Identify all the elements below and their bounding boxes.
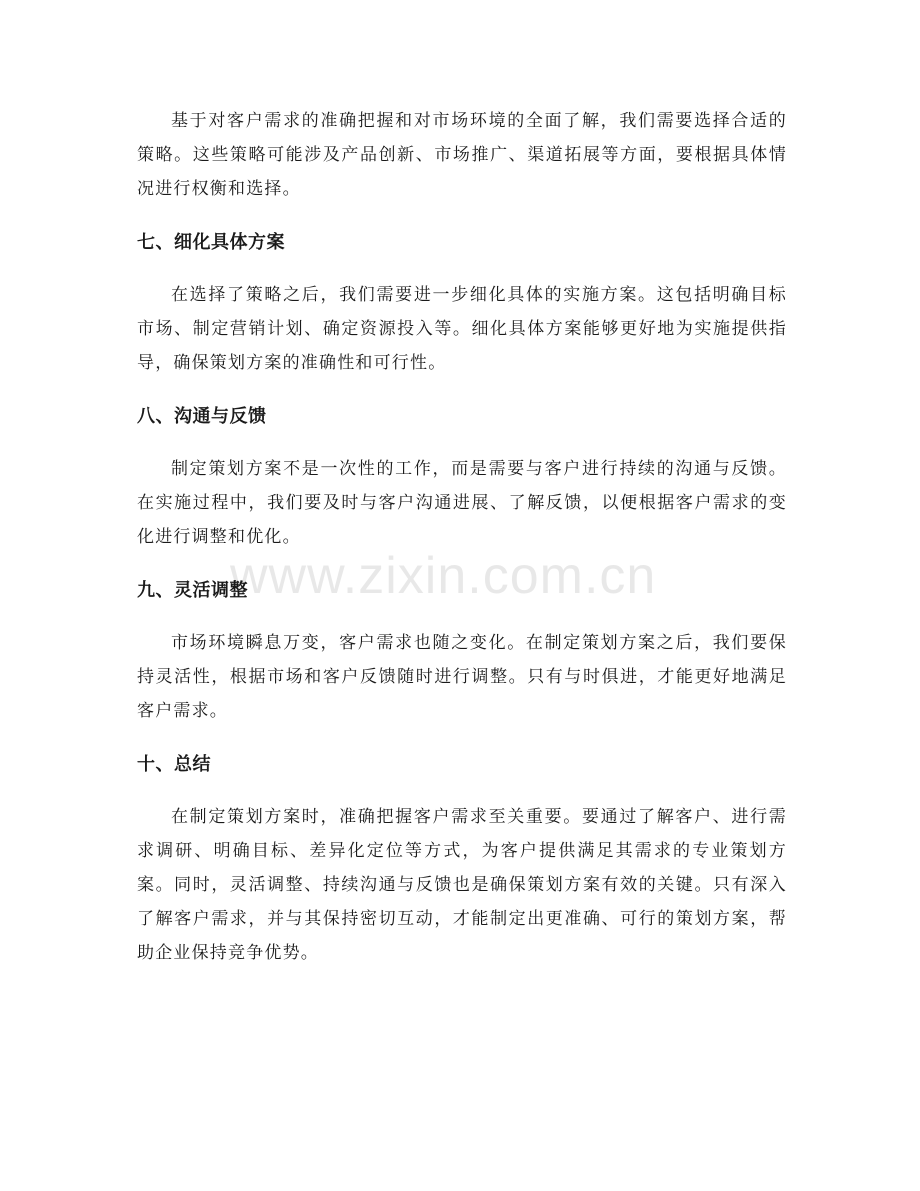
- heading-section-7: 七、细化具体方案: [137, 232, 285, 253]
- paragraph-section-10: 在制定策划方案时，准确把握客户需求至关重要。要通过了解客户、进行需求调研、明确目标、差异化定位等方式，为客户提供满足其需求的专业策划方案。同时，灵活调整、持续沟通与反馈也是确保策划方案有效的关键。只有深入了解客户需求，并与其保持密切互动，才能制定出更准确、可行的策划方案，帮助企业保持竞争优势。: [137, 807, 787, 963]
- heading-section-8: 八、沟通与反馈: [137, 406, 267, 427]
- heading-section-9: 九、灵活调整: [137, 580, 248, 601]
- heading-section-10: 十、总结: [137, 754, 211, 775]
- paragraph-section-8: 制定策划方案不是一次性的工作，而是需要与客户进行持续的沟通与反馈。在实施过程中，我们要及时与客户沟通进展、了解反馈，以便根据客户需求的变化进行调整和优化。: [137, 459, 787, 547]
- watermark-text: www.zixin.com.cn: [230, 547, 657, 605]
- paragraph-section-9: 市场环境瞬息万变，客户需求也随之变化。在制定策划方案之后，我们要保持灵活性，根据市场和客户反馈随时进行调整。只有与时俱进，才能更好地满足客户需求。: [137, 633, 787, 721]
- paragraph-section-7: 在选择了策略之后，我们需要进一步细化具体的实施方案。这包括明确目标市场、制定营销计划、确定资源投入等。细化具体方案能够更好地为实施提供指导，确保策划方案的准确性和可行性。: [137, 285, 787, 373]
- paragraph-strategy-selection: 基于对客户需求的准确把握和对市场环境的全面了解，我们需要选择合适的策略。这些策略可能涉及产品创新、市场推广、渠道拓展等方面，要根据具体情况进行权衡和选择。: [137, 111, 787, 199]
- document-body: [137, 104, 787, 970]
